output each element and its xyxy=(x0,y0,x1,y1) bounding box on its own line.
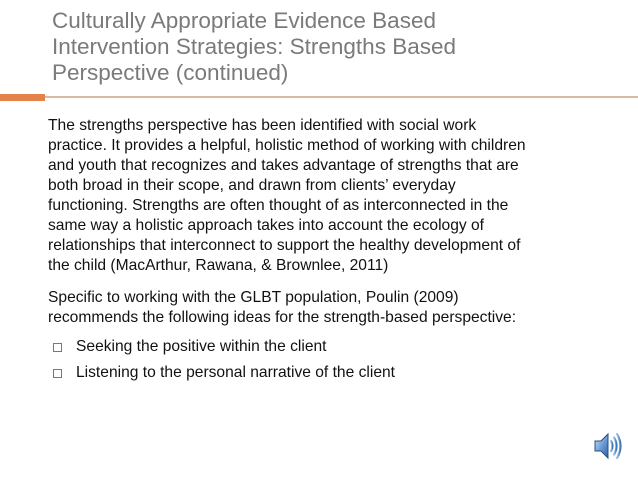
list-item-text: Listening to the personal narrative of the client xyxy=(76,364,396,381)
title-line: Perspective (continued) xyxy=(52,60,289,85)
checkbox-icon xyxy=(53,343,62,352)
paragraph-line: functioning. Strengths are often thought of as interconnected in the xyxy=(48,197,509,214)
title-divider-tick xyxy=(43,94,45,101)
list-item xyxy=(48,360,608,386)
title-line: Culturally Appropriate Evidence Based xyxy=(52,8,436,33)
title-divider-line xyxy=(43,96,638,98)
slide-title xyxy=(52,8,572,86)
list-item-text: Seeking the positive within the client xyxy=(76,338,327,355)
paragraph-line: same way a holistic approach takes into account the ecology of xyxy=(48,217,485,234)
recommendation-list xyxy=(48,334,608,386)
paragraph-line: relationships that interconnect to support the healthy development of xyxy=(48,237,521,254)
title-accent-bar xyxy=(0,94,43,101)
paragraph-line: and youth that recognizes and takes advantage of strengths that are xyxy=(48,157,519,174)
paragraph-line: both broad in their scope, and drawn from clients’ everyday xyxy=(48,177,456,194)
title-line: Intervention Strategies: Strengths Based xyxy=(52,34,456,59)
paragraph-line: Specific to working with the GLBT population, Poulin (2009) xyxy=(48,289,459,306)
list-item xyxy=(48,334,608,360)
paragraph-line: practice. It provides a helpful, holistic method of working with children xyxy=(48,137,526,154)
paragraph-line: the child (MacArthur, Rawana, & Brownlee, 2011) xyxy=(48,257,389,274)
speaker-icon-graphic xyxy=(590,428,626,464)
strengths-paragraph xyxy=(48,116,608,276)
speaker-icon[interactable] xyxy=(590,428,626,464)
slide-body xyxy=(48,116,608,386)
paragraph-line: recommends the following ideas for the strength-based perspective: xyxy=(48,309,517,326)
paragraph-line: The strengths perspective has been identified with social work xyxy=(48,117,477,134)
glbt-paragraph xyxy=(48,288,608,328)
checkbox-icon xyxy=(53,369,62,378)
